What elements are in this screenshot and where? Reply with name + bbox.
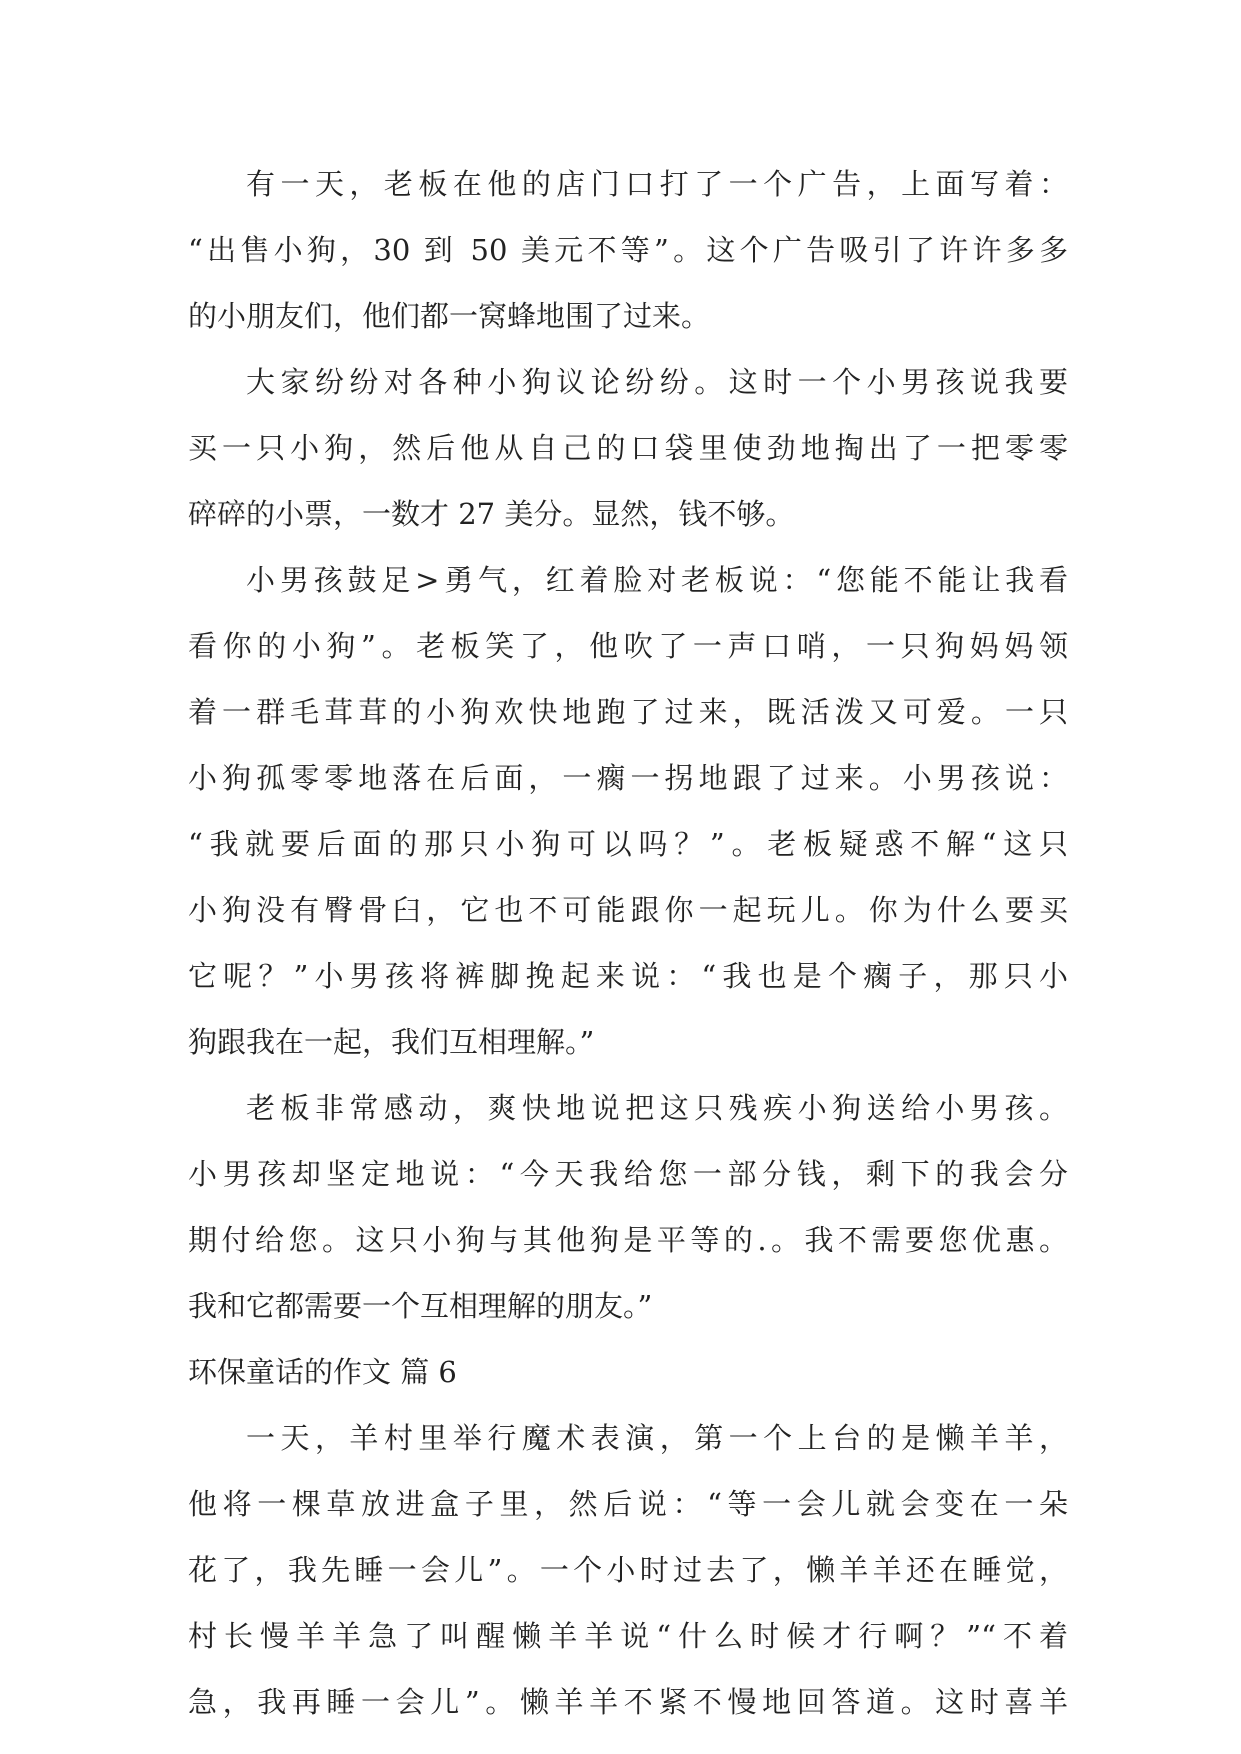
paragraph-4 (188, 1075, 1068, 1339)
paragraph-1 (188, 151, 1068, 349)
text-line: 老板非常感动，爽快地说把这只残疾小狗送给小男孩。 (246, 1091, 1068, 1125)
text-line: “出售小狗，30 到 50 美元不等”。这个广告吸引了许许多多 (188, 233, 1068, 267)
text-line: “我就要后面的那只小狗可以吗？”。老板疑惑不解“这只 (188, 827, 1068, 861)
text-line: 小狗没有臀骨臼，它也不可能跟你一起玩儿。你为什么要买 (188, 893, 1068, 927)
section-heading: 环保童话的作文 篇 6 (188, 1355, 457, 1389)
text-line: 一天，羊村里举行魔术表演，第一个上台的是懒羊羊， (246, 1421, 1068, 1455)
text-line: 他将一棵草放进盒子里，然后说：“等一会儿就会变在一朵 (188, 1487, 1068, 1521)
text-line: 它呢？”小男孩将裤脚挽起来说：“我也是个瘸子，那只小 (188, 959, 1068, 993)
text-line: 小男孩却坚定地说：“今天我给您一部分钱，剩下的我会分 (188, 1157, 1068, 1191)
text-line: 我和它都需要一个互相理解的朋友。” (188, 1289, 653, 1323)
paragraph-2 (188, 349, 1068, 547)
text-line: 的小朋友们，他们都一窝蜂地围了过来。 (188, 299, 711, 333)
text-line: 急，我再睡一会儿”。懒羊羊不紧不慢地回答道。这时喜羊 (188, 1685, 1068, 1719)
text-line: 看你的小狗”。老板笑了，他吹了一声口哨，一只狗妈妈领 (188, 629, 1068, 663)
document-page (188, 151, 1068, 1735)
paragraph-3 (188, 547, 1068, 1075)
text-line: 有一天，老板在他的店门口打了一个广告，上面写着： (246, 167, 1068, 201)
text-line: 大家纷纷对各种小狗议论纷纷。这时一个小男孩说我要 (246, 365, 1068, 399)
text-line: 碎碎的小票，一数才 27 美分。显然，钱不够。 (188, 497, 795, 531)
text-line: 期付给您。这只小狗与其他狗是平等的.。我不需要您优惠。 (188, 1223, 1068, 1257)
text-line: 着一群毛茸茸的小狗欢快地跑了过来，既活泼又可爱。一只 (188, 695, 1068, 729)
paragraph-5 (188, 1405, 1068, 1735)
text-line: 小狗孤零零地落在后面，一瘸一拐地跟了过来。小男孩说： (188, 761, 1068, 795)
text-line: 买一只小狗，然后他从自己的口袋里使劲地掏出了一把零零 (188, 431, 1068, 465)
text-line: 小男孩鼓足>勇气，红着脸对老板说：“您能不能让我看 (246, 563, 1068, 597)
text-line: 村长慢羊羊急了叫醒懒羊羊说“什么时候才行啊？”“不着 (188, 1619, 1068, 1653)
text-line: 狗跟我在一起，我们互相理解。” (188, 1025, 595, 1059)
text-line: 花了，我先睡一会儿”。一个小时过去了，懒羊羊还在睡觉， (188, 1553, 1068, 1587)
